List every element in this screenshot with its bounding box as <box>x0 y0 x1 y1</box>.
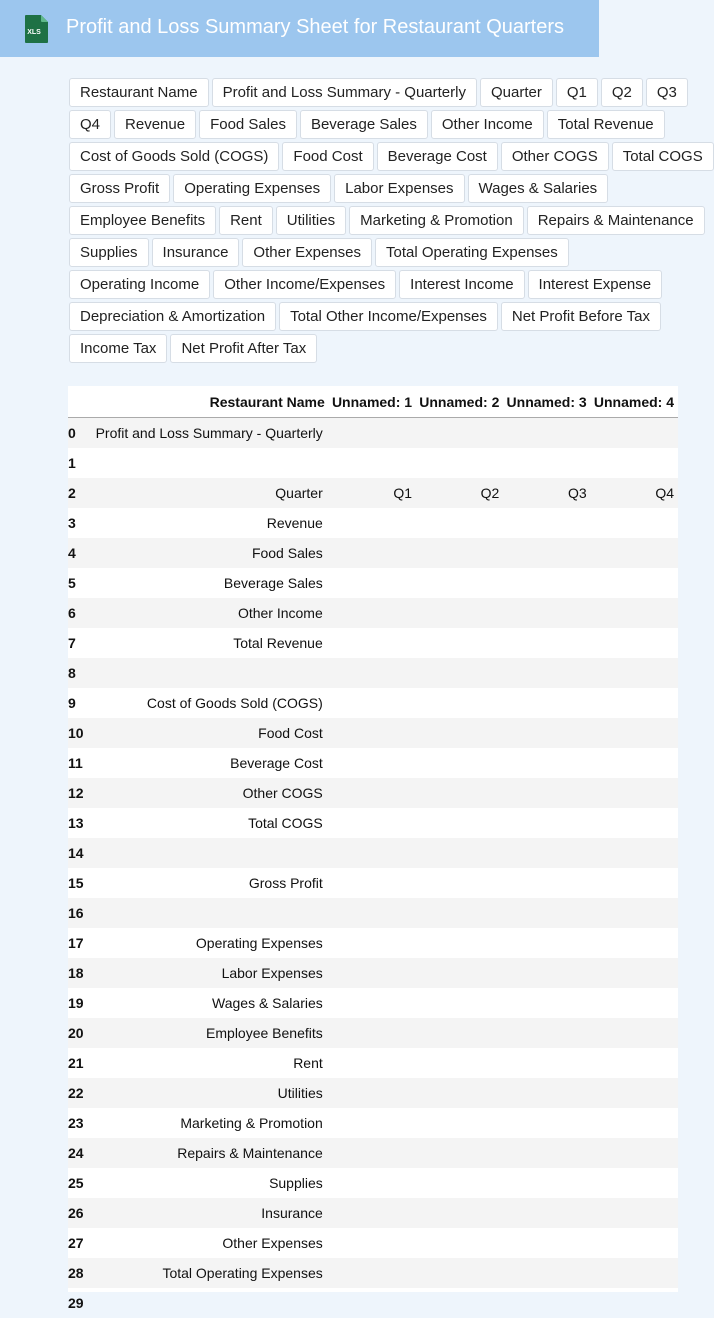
value-cell[interactable] <box>416 538 503 568</box>
value-cell[interactable] <box>591 658 678 688</box>
chip-row <box>69 78 702 110</box>
row-index[interactable]: 25 <box>68 1175 84 1191</box>
column-header[interactable]: Unnamed: 3 <box>503 386 590 418</box>
value-cell[interactable] <box>329 988 416 1018</box>
row-index[interactable]: 18 <box>68 958 84 988</box>
column-chip[interactable]: Total Revenue <box>547 110 665 139</box>
row-label-cell[interactable]: Labor Expenses <box>84 958 329 988</box>
column-chip[interactable]: Operating Income <box>69 270 210 299</box>
column-chip[interactable]: Wages & Salaries <box>468 174 609 203</box>
row-label-cell[interactable]: Utilities <box>84 1078 329 1108</box>
column-chip[interactable]: Food Sales <box>199 110 297 139</box>
row-label-cell[interactable] <box>84 448 329 478</box>
row-index[interactable]: 27 <box>68 1235 84 1251</box>
value-cell[interactable] <box>503 418 590 449</box>
value-cell[interactable] <box>591 898 678 928</box>
value-cell[interactable] <box>329 688 416 718</box>
value-cell[interactable] <box>416 1078 503 1108</box>
value-cell[interactable] <box>503 568 590 598</box>
column-chip[interactable]: Restaurant Name <box>69 78 209 107</box>
row-index[interactable]: 26 <box>68 1198 84 1228</box>
value-cell[interactable] <box>503 958 590 988</box>
row-label-cell[interactable]: Other Expenses <box>222 1235 323 1251</box>
value-cell[interactable] <box>503 748 590 778</box>
column-chip[interactable]: Q4 <box>69 110 111 139</box>
row-label-cell[interactable]: Cost of Goods Sold (COGS) <box>146 695 323 711</box>
value-cell[interactable] <box>591 1108 678 1138</box>
table-row <box>68 1168 678 1198</box>
column-chip[interactable]: Insurance <box>152 238 240 267</box>
value-cell[interactable] <box>329 838 416 868</box>
value-cell[interactable] <box>416 568 503 598</box>
column-header[interactable]: Unnamed: 1 <box>329 386 416 418</box>
value-cell[interactable] <box>591 1198 678 1228</box>
row-label-cell[interactable]: Rent <box>293 1055 323 1071</box>
value-cell[interactable] <box>329 508 416 538</box>
table-row <box>68 448 678 478</box>
row-label-cell[interactable]: Profit and Loss Summary - Quarterly <box>84 418 329 449</box>
value-cell[interactable] <box>503 1228 590 1258</box>
row-label-cell[interactable]: Other COGS <box>84 778 329 808</box>
value-cell[interactable] <box>416 688 503 718</box>
value-cell[interactable] <box>329 1288 416 1318</box>
value-cell[interactable] <box>591 628 678 658</box>
column-chip[interactable]: Rent <box>219 206 273 235</box>
value-cell[interactable] <box>329 1258 416 1288</box>
sheet-table-viewport[interactable] <box>68 386 678 1311</box>
value-cell[interactable] <box>503 838 590 868</box>
value-cell[interactable] <box>416 448 503 478</box>
table-row <box>68 898 678 928</box>
excel-file-icon <box>22 14 50 44</box>
value-cell[interactable] <box>503 1288 590 1318</box>
value-cell[interactable] <box>416 1168 503 1198</box>
column-chip[interactable]: Q3 <box>646 78 688 107</box>
row-index[interactable]: 5 <box>68 575 76 591</box>
column-chip[interactable]: Profit and Loss Summary - Quarterly <box>212 78 477 107</box>
value-cell[interactable] <box>503 868 590 898</box>
row-index[interactable]: 20 <box>68 1018 84 1048</box>
value-cell[interactable] <box>591 598 678 628</box>
value-cell[interactable] <box>591 958 678 988</box>
value-cell[interactable] <box>503 718 590 748</box>
value-cell[interactable] <box>503 1258 590 1288</box>
row-index[interactable]: 7 <box>68 635 76 651</box>
column-chip[interactable]: Cost of Goods Sold (COGS) <box>69 142 279 171</box>
row-label-cell[interactable]: Supplies <box>269 1175 323 1191</box>
value-cell[interactable] <box>416 1258 503 1288</box>
value-cell[interactable] <box>503 1168 590 1198</box>
column-chip[interactable]: Beverage Cost <box>377 142 498 171</box>
row-index[interactable]: 6 <box>68 598 84 628</box>
table-row <box>68 808 678 838</box>
table-row <box>68 1048 678 1078</box>
row-index[interactable]: 15 <box>68 875 84 891</box>
value-cell[interactable] <box>329 628 416 658</box>
value-cell[interactable] <box>329 1108 416 1138</box>
value-cell[interactable] <box>416 868 503 898</box>
column-chip[interactable]: Food Cost <box>282 142 373 171</box>
row-index[interactable]: 16 <box>68 898 84 928</box>
column-chip[interactable]: Beverage Sales <box>300 110 428 139</box>
column-chip[interactable]: Labor Expenses <box>334 174 464 203</box>
value-cell[interactable] <box>329 598 416 628</box>
value-cell[interactable] <box>503 508 590 538</box>
table-row <box>68 688 678 718</box>
row-index[interactable]: 4 <box>68 538 84 568</box>
value-cell[interactable] <box>329 538 416 568</box>
value-cell[interactable] <box>416 1228 503 1258</box>
value-cell[interactable] <box>416 598 503 628</box>
table-row <box>68 1198 678 1228</box>
value-cell[interactable] <box>416 1048 503 1078</box>
column-chip[interactable]: Q1 <box>556 78 598 107</box>
table-row <box>68 958 678 988</box>
column-chip[interactable]: Supplies <box>69 238 149 267</box>
row-label-cell[interactable]: Total Revenue <box>233 635 323 651</box>
row-index[interactable]: 12 <box>68 778 84 808</box>
value-cell[interactable] <box>329 868 416 898</box>
column-chip[interactable]: Operating Expenses <box>173 174 331 203</box>
value-cell[interactable] <box>503 628 590 658</box>
value-cell[interactable] <box>329 778 416 808</box>
value-cell[interactable]: Q1 <box>329 478 416 508</box>
row-index[interactable]: 28 <box>68 1258 84 1288</box>
row-label-cell[interactable]: Insurance <box>84 1198 329 1228</box>
value-cell[interactable] <box>503 1048 590 1078</box>
value-cell[interactable] <box>329 1168 416 1198</box>
value-cell[interactable] <box>503 1198 590 1228</box>
row-index[interactable]: 10 <box>68 718 84 748</box>
table-row <box>68 988 678 1018</box>
value-cell[interactable] <box>591 1078 678 1108</box>
value-cell[interactable] <box>591 988 678 1018</box>
value-cell[interactable] <box>329 808 416 838</box>
column-header[interactable]: Unnamed: 4 <box>591 386 678 418</box>
row-index[interactable]: 11 <box>68 755 83 771</box>
value-cell[interactable] <box>503 988 590 1018</box>
value-cell[interactable] <box>591 688 678 718</box>
table-row <box>68 628 678 658</box>
column-chip[interactable]: Utilities <box>276 206 346 235</box>
row-index[interactable]: 17 <box>68 935 84 951</box>
page-title: Profit and Loss Summary Sheet for Restaurant Quarters <box>66 16 564 38</box>
column-chip[interactable]: Marketing & Promotion <box>349 206 524 235</box>
row-index[interactable]: 14 <box>68 838 84 868</box>
table-row <box>68 1258 678 1288</box>
value-cell[interactable] <box>591 928 678 958</box>
row-label-cell[interactable] <box>84 838 329 868</box>
value-cell[interactable] <box>329 568 416 598</box>
chip-row <box>69 206 702 238</box>
value-cell[interactable] <box>329 1018 416 1048</box>
column-chip[interactable]: Employee Benefits <box>69 206 216 235</box>
value-cell[interactable] <box>503 1018 590 1048</box>
value-cell[interactable] <box>329 1048 416 1078</box>
value-cell[interactable] <box>416 808 503 838</box>
xls-icon-label: XLS <box>27 29 41 36</box>
title-bar <box>0 0 599 57</box>
table-row <box>68 838 678 868</box>
row-index[interactable]: 22 <box>68 1078 84 1108</box>
value-cell[interactable] <box>416 508 503 538</box>
value-cell[interactable] <box>416 748 503 778</box>
value-cell[interactable] <box>329 958 416 988</box>
value-cell[interactable] <box>416 1198 503 1228</box>
row-index[interactable]: 9 <box>68 695 76 711</box>
column-chip[interactable]: Total Operating Expenses <box>375 238 569 267</box>
value-cell[interactable] <box>416 1018 503 1048</box>
table-row <box>68 508 678 538</box>
column-chip[interactable]: Quarter <box>480 78 553 107</box>
row-index[interactable]: 24 <box>68 1138 84 1168</box>
row-index[interactable]: 2 <box>68 478 84 508</box>
row-label-cell[interactable]: Wages & Salaries <box>212 995 323 1011</box>
value-cell[interactable] <box>503 1138 590 1168</box>
table-row <box>68 928 678 958</box>
value-cell[interactable]: Q3 <box>503 478 590 508</box>
table-row <box>68 1228 678 1258</box>
value-cell[interactable]: Q2 <box>416 478 503 508</box>
value-cell[interactable] <box>503 688 590 718</box>
value-cell[interactable] <box>416 658 503 688</box>
value-cell[interactable] <box>591 748 678 778</box>
table-row <box>68 1108 678 1138</box>
chip-row <box>69 110 702 142</box>
value-cell[interactable]: Q4 <box>591 478 678 508</box>
row-index[interactable]: 3 <box>68 515 76 531</box>
value-cell[interactable] <box>416 718 503 748</box>
value-cell[interactable] <box>503 538 590 568</box>
row-label-cell[interactable]: Revenue <box>266 515 323 531</box>
table-row <box>68 1018 678 1048</box>
value-cell[interactable] <box>329 1078 416 1108</box>
value-cell[interactable] <box>591 838 678 868</box>
row-label-cell[interactable]: Quarter <box>84 478 329 508</box>
value-cell[interactable] <box>416 988 503 1018</box>
value-cell[interactable] <box>329 418 416 449</box>
table-row <box>68 478 678 508</box>
table-row <box>68 568 678 598</box>
column-chip[interactable]: Interest Expense <box>528 270 663 299</box>
row-label-cell[interactable]: Employee Benefits <box>84 1018 329 1048</box>
row-label-cell[interactable]: Operating Expenses <box>195 935 323 951</box>
row-label-cell[interactable] <box>84 1288 329 1318</box>
value-cell[interactable] <box>591 1048 678 1078</box>
column-chip[interactable]: Interest Income <box>399 270 524 299</box>
column-chip[interactable]: Gross Profit <box>69 174 170 203</box>
value-cell[interactable] <box>416 628 503 658</box>
value-cell[interactable] <box>591 1138 678 1168</box>
row-index[interactable]: 23 <box>68 1115 84 1131</box>
value-cell[interactable] <box>503 1078 590 1108</box>
value-cell[interactable] <box>503 778 590 808</box>
column-chip[interactable]: Other Income/Expenses <box>213 270 396 299</box>
value-cell[interactable] <box>591 1288 678 1318</box>
value-cell[interactable] <box>591 1228 678 1258</box>
value-cell[interactable] <box>591 538 678 568</box>
row-label-cell[interactable] <box>84 658 329 688</box>
table-row <box>68 538 678 568</box>
value-cell[interactable] <box>591 868 678 898</box>
column-chip[interactable]: Other Income <box>431 110 544 139</box>
row-label-cell[interactable] <box>84 898 329 928</box>
value-cell[interactable] <box>591 448 678 478</box>
value-cell[interactable] <box>329 718 416 748</box>
table-row <box>68 868 678 898</box>
table-row <box>68 778 678 808</box>
column-chip[interactable]: Depreciation & Amortization <box>69 302 276 331</box>
value-cell[interactable] <box>416 838 503 868</box>
table-header-row <box>68 386 678 418</box>
column-chip[interactable]: Net Profit After Tax <box>170 334 317 363</box>
sheet-table <box>68 386 678 1318</box>
column-header[interactable]: Restaurant Name <box>84 386 329 418</box>
value-cell[interactable] <box>503 928 590 958</box>
chip-row <box>69 334 702 366</box>
value-cell[interactable] <box>329 1138 416 1168</box>
value-cell[interactable] <box>329 928 416 958</box>
row-label-cell[interactable]: Beverage Sales <box>223 575 323 591</box>
column-chip-list <box>69 78 702 366</box>
row-index[interactable]: 13 <box>68 815 84 831</box>
value-cell[interactable] <box>416 778 503 808</box>
value-cell[interactable] <box>329 448 416 478</box>
column-chip[interactable]: Total COGS <box>612 142 714 171</box>
row-label-cell[interactable]: Beverage Cost <box>230 755 323 771</box>
value-cell[interactable] <box>329 1228 416 1258</box>
value-cell[interactable] <box>591 1018 678 1048</box>
row-label-cell[interactable]: Gross Profit <box>248 875 323 891</box>
value-cell[interactable] <box>591 1168 678 1198</box>
row-label-cell[interactable]: Food Sales <box>84 538 329 568</box>
value-cell[interactable] <box>591 1258 678 1288</box>
column-header[interactable]: Unnamed: 2 <box>416 386 503 418</box>
value-cell[interactable] <box>416 958 503 988</box>
column-chip[interactable]: Other COGS <box>501 142 609 171</box>
column-header[interactable] <box>68 386 84 418</box>
table-row <box>68 1078 678 1108</box>
table-row <box>68 718 678 748</box>
table-row <box>68 418 678 449</box>
value-cell[interactable] <box>416 1108 503 1138</box>
value-cell[interactable] <box>591 568 678 598</box>
value-cell[interactable] <box>503 898 590 928</box>
value-cell[interactable] <box>503 658 590 688</box>
column-chip[interactable]: Repairs & Maintenance <box>527 206 705 235</box>
row-index[interactable]: 19 <box>68 995 84 1011</box>
column-chip[interactable]: Other Expenses <box>242 238 372 267</box>
row-label-cell[interactable]: Food Cost <box>84 718 329 748</box>
table-row <box>68 658 678 688</box>
value-cell[interactable] <box>591 808 678 838</box>
value-cell[interactable] <box>591 508 678 538</box>
value-cell[interactable] <box>329 1198 416 1228</box>
chip-row <box>69 142 702 174</box>
value-cell[interactable] <box>591 418 678 449</box>
column-chip[interactable]: Net Profit Before Tax <box>501 302 661 331</box>
value-cell[interactable] <box>503 808 590 838</box>
row-label-cell[interactable]: Repairs & Maintenance <box>84 1138 329 1168</box>
value-cell[interactable] <box>503 598 590 628</box>
value-cell[interactable] <box>329 898 416 928</box>
row-label-cell[interactable]: Total Operating Expenses <box>84 1258 329 1288</box>
value-cell[interactable] <box>416 418 503 449</box>
row-index[interactable]: 8 <box>68 658 84 688</box>
row-label-cell[interactable]: Other Income <box>84 598 329 628</box>
chip-row <box>69 270 702 302</box>
value-cell[interactable] <box>329 748 416 778</box>
chip-row <box>69 238 702 270</box>
value-cell[interactable] <box>591 718 678 748</box>
column-chip[interactable]: Q2 <box>601 78 643 107</box>
row-label-cell[interactable]: Marketing & Promotion <box>180 1115 323 1131</box>
table-row <box>68 598 678 628</box>
table-row <box>68 1288 678 1318</box>
value-cell[interactable] <box>416 1288 503 1318</box>
table-row <box>68 1138 678 1168</box>
value-cell[interactable] <box>329 658 416 688</box>
value-cell[interactable] <box>503 1108 590 1138</box>
value-cell[interactable] <box>416 1138 503 1168</box>
row-index[interactable]: 21 <box>68 1055 84 1071</box>
table-row <box>68 748 678 778</box>
value-cell[interactable] <box>416 928 503 958</box>
value-cell[interactable] <box>503 448 590 478</box>
value-cell[interactable] <box>416 898 503 928</box>
value-cell[interactable] <box>591 778 678 808</box>
row-index[interactable]: 1 <box>68 455 76 471</box>
row-index[interactable]: 29 <box>68 1295 84 1311</box>
column-chip[interactable]: Revenue <box>114 110 196 139</box>
chip-row <box>69 174 702 206</box>
row-label-cell[interactable]: Total COGS <box>248 815 323 831</box>
column-chip[interactable]: Income Tax <box>69 334 167 363</box>
chip-row <box>69 302 702 334</box>
row-index[interactable]: 0 <box>68 418 84 449</box>
column-chip[interactable]: Total Other Income/Expenses <box>279 302 498 331</box>
